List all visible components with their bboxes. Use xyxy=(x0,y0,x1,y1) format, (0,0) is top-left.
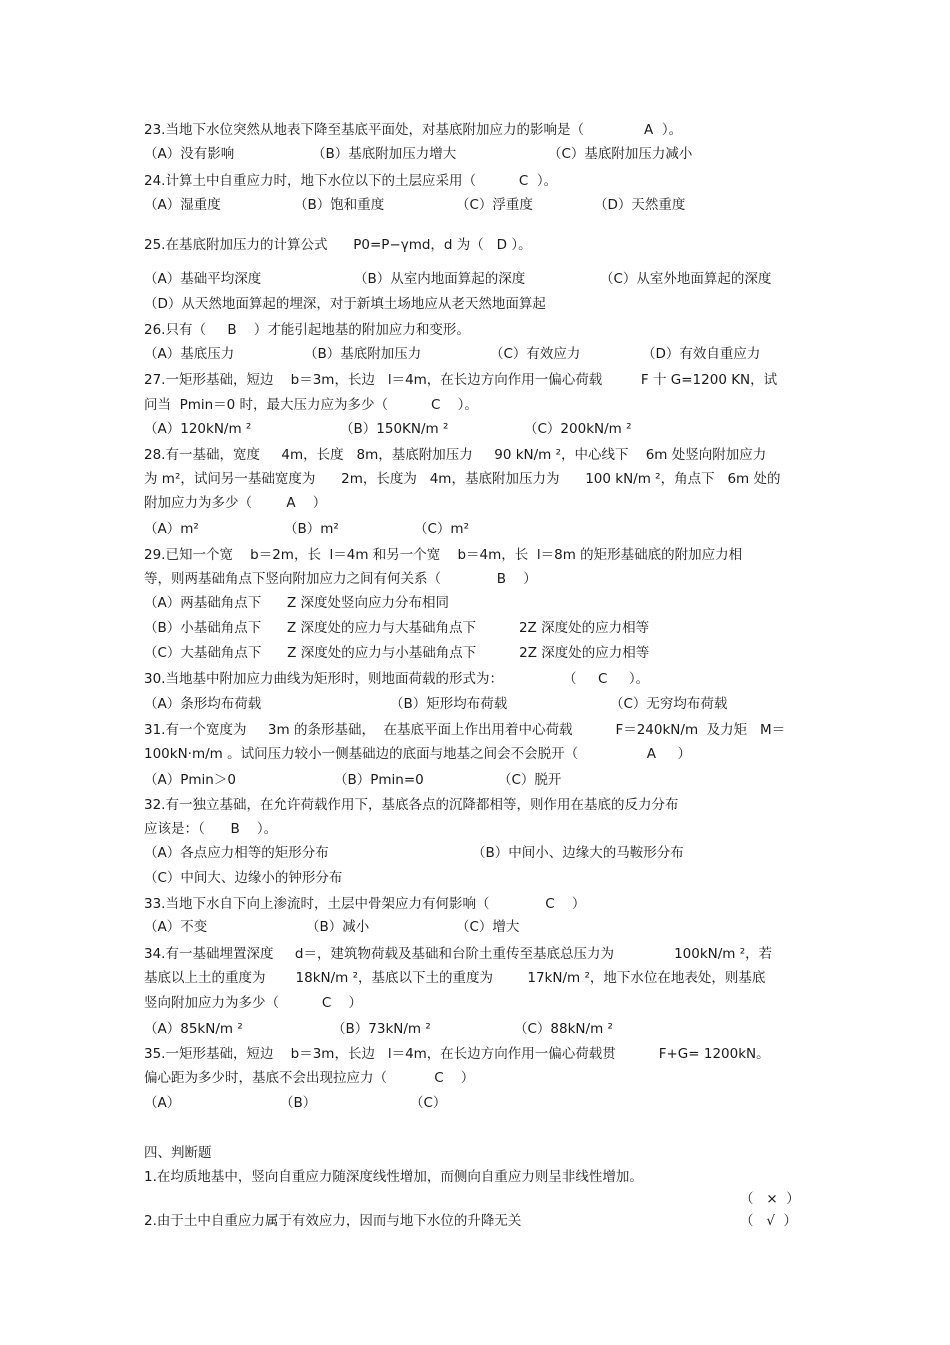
q28-options xyxy=(144,520,844,538)
q25-option-d: （D）从天然地面算起的埋深，对于新填土场地应从老天然地面算起 xyxy=(144,296,546,312)
q24-option-d: （D）天然重度 xyxy=(594,197,686,213)
q28-stem-line3: 附加应力为多少（ A ） xyxy=(144,495,327,511)
q26-option-b: （B）基底附加压力 xyxy=(304,346,422,362)
q34-option-b: （B）73kN/m ² xyxy=(332,1021,431,1037)
q34-stem-line2: 基底以上土的重度为 18kN/m ²，基底以下土的重度为 17kN/m ²，地下水位在地表处，则基底 xyxy=(144,970,766,986)
q33-options xyxy=(144,918,844,936)
q32-stem-line1: 32.有一独立基础，在允许荷载作用下，基底各点的沉降都相等，则作用在基底的反力分布 xyxy=(144,797,679,813)
q31-option-a: （A）Pmin＞0 xyxy=(144,772,236,788)
q25-option-b: （B）从室内地面算起的深度 xyxy=(354,271,526,287)
q27-option-c: （C）200kN/m ² xyxy=(524,421,632,437)
q26-option-d: （D）有效自重应力 xyxy=(642,346,761,362)
q35-option-b: （B） xyxy=(280,1095,317,1111)
q29-stem-line1: 29.已知一个宽 b＝2m，长 l＝4m 和另一个宽 b＝4m，长 l＝8m 的矩形基础底的附加应力相 xyxy=(144,547,743,563)
q32-option-a: （A）各点应力相等的矩形分布 xyxy=(144,845,329,861)
q32-options-row1 xyxy=(144,844,844,862)
q27-stem-line1: 27.一矩形基础，短边 b＝3m，长边 l＝4m，在长边方向作用一偏心荷载 F 十 G=1200 KN，试 xyxy=(144,372,778,388)
q31-stem-line1: 31.有一个宽度为 3m 的条形基础， 在基底平面上作出用着中心荷载 F＝240kN/m 及力矩 M＝ xyxy=(144,722,786,738)
q27-option-a: （A）120kN/m ² xyxy=(144,421,252,437)
q26-options xyxy=(144,345,844,363)
q35-stem-line2: 偏心距为多少时，基底不会出现拉应力（ C ） xyxy=(144,1070,475,1086)
q32-option-c: （C）中间大、边缘小的钟形分布 xyxy=(144,870,343,886)
judgement-2: 2.由于土中自重应力属于有效应力，因而与地下水位的升降无关 xyxy=(144,1213,522,1229)
section-heading: 四、判断题 xyxy=(144,1145,212,1161)
q29-option-a: （A）两基础角点下 Z 深度处竖向应力分布相同 xyxy=(144,595,450,611)
q26-stem: 26.只有（ B ）才能引起地基的附加应力和变形。 xyxy=(144,322,470,338)
judgement-2-answer: （ √ ） xyxy=(740,1213,798,1229)
q29-option-c: （C）大基础角点下 Z 深度处的应力与小基础角点下 2Z 深度处的应力相等 xyxy=(144,645,650,661)
judgement-1-answer: （ × ） xyxy=(740,1191,800,1207)
q28-option-c: （C）m² xyxy=(414,521,469,537)
q28-stem-line2: 为 m²，试问另一基础宽度为 2m，长度为 4m，基底附加压力为 100 kN/m ²，角点下 6m 处的 xyxy=(144,471,781,487)
q26-option-c: （C）有效应力 xyxy=(490,346,581,362)
q35-option-a: （A） xyxy=(144,1095,181,1111)
q23-option-b: （B）基底附加压力增大 xyxy=(312,146,457,162)
q34-option-a: （A）85kN/m ² xyxy=(144,1021,243,1037)
q34-stem-line1: 34.有一基础埋置深度 d＝，建筑物荷载及基础和台阶土重传至基底总压力为 100kN/m ²，若 xyxy=(144,946,773,962)
q34-option-c: （C）88kN/m ² xyxy=(514,1021,613,1037)
q34-options xyxy=(144,1020,844,1038)
q25-option-c: （C）从室外地面算起的深度 xyxy=(600,271,772,287)
q23-option-c: （C）基底附加压力减小 xyxy=(548,146,693,162)
q29-stem-line2: 等，则两基础角点下竖向附加应力之间有何关系（ B ） xyxy=(144,571,537,587)
q35-option-c: （C） xyxy=(410,1095,447,1111)
q33-option-b: （B）减小 xyxy=(306,919,370,935)
q35-options xyxy=(144,1094,844,1112)
q26-option-a: （A）基底压力 xyxy=(144,346,235,362)
q33-stem: 33.当地下水自下向上渗流时，土层中骨架应力有何影响（ C ） xyxy=(144,896,586,912)
q29-option-b: （B）小基础角点下 Z 深度处的应力与大基础角点下 2Z 深度处的应力相等 xyxy=(144,620,650,636)
q31-stem-line2: 100kN·m/m 。试问压力较小一侧基础边的底面与地基之间会不会脱开（ A ） xyxy=(144,746,691,762)
q23-options xyxy=(144,145,844,163)
q28-option-b: （B）m² xyxy=(284,521,339,537)
q24-options xyxy=(144,196,844,214)
q30-option-a: （A）条形均布荷载 xyxy=(144,696,262,712)
q34-stem-line3: 竖向附加应力为多少（ C ） xyxy=(144,995,363,1011)
q25-stem: 25.在基底附加压力的计算公式 P0=P−γmd，d 为（ D ）。 xyxy=(144,237,532,253)
q32-option-b: （B）中间小、边缘大的马鞍形分布 xyxy=(472,845,684,861)
q30-stem: 30.当地基中附加应力曲线为矩形时，则地面荷载的形式为： （ C ）。 xyxy=(144,671,650,687)
q25-options xyxy=(144,270,844,288)
q35-stem-line1: 35.一矩形基础，短边 b＝3m，长边 l＝4m，在长边方向作用一偏心荷载贯 F+G= 1200kN。 xyxy=(144,1046,770,1062)
q28-stem-line1: 28.有一基础，宽度 4m，长度 8m，基底附加压力 90 kN/m ²，中心线下 6m 处竖向附加应力 xyxy=(144,447,767,463)
q24-option-c: （C）浮重度 xyxy=(456,197,533,213)
q31-option-b: （B）Pmin=0 xyxy=(334,772,424,788)
q30-option-b: （B）矩形均布荷载 xyxy=(390,696,508,712)
q30-option-c: （C）无穷均布荷载 xyxy=(610,696,728,712)
q27-option-b: （B）150KN/m ² xyxy=(340,421,449,437)
q28-option-a: （A）m² xyxy=(144,521,199,537)
q24-option-b: （B）饱和重度 xyxy=(294,197,385,213)
q27-options xyxy=(144,420,844,438)
q31-option-c: （C）脱开 xyxy=(498,772,562,788)
q31-options xyxy=(144,771,844,789)
q23-stem: 23.当地下水位突然从地表下降至基底平面处，对基底附加应力的影响是（ A ）。 xyxy=(144,122,683,138)
q23-option-a: （A）没有影响 xyxy=(144,146,235,162)
q33-option-a: （A）不变 xyxy=(144,919,208,935)
q24-option-a: （A）湿重度 xyxy=(144,197,221,213)
q30-options xyxy=(144,695,844,713)
q33-option-c: （C）增大 xyxy=(456,919,520,935)
q24-stem: 24.计算土中自重应力时，地下水位以下的土层应采用（ C ）。 xyxy=(144,173,558,189)
q32-stem-line2: 应该是：（ B ）。 xyxy=(144,821,278,837)
q25-option-a: （A）基础平均深度 xyxy=(144,271,262,287)
judgement-1: 1.在均质地基中，竖向自重应力随深度线性增加，而侧向自重应力则呈非线性增加。 xyxy=(144,1169,643,1185)
q27-stem-line2: 问当 Pmin＝0 时，最大压力应为多少（ C ）。 xyxy=(144,397,478,413)
